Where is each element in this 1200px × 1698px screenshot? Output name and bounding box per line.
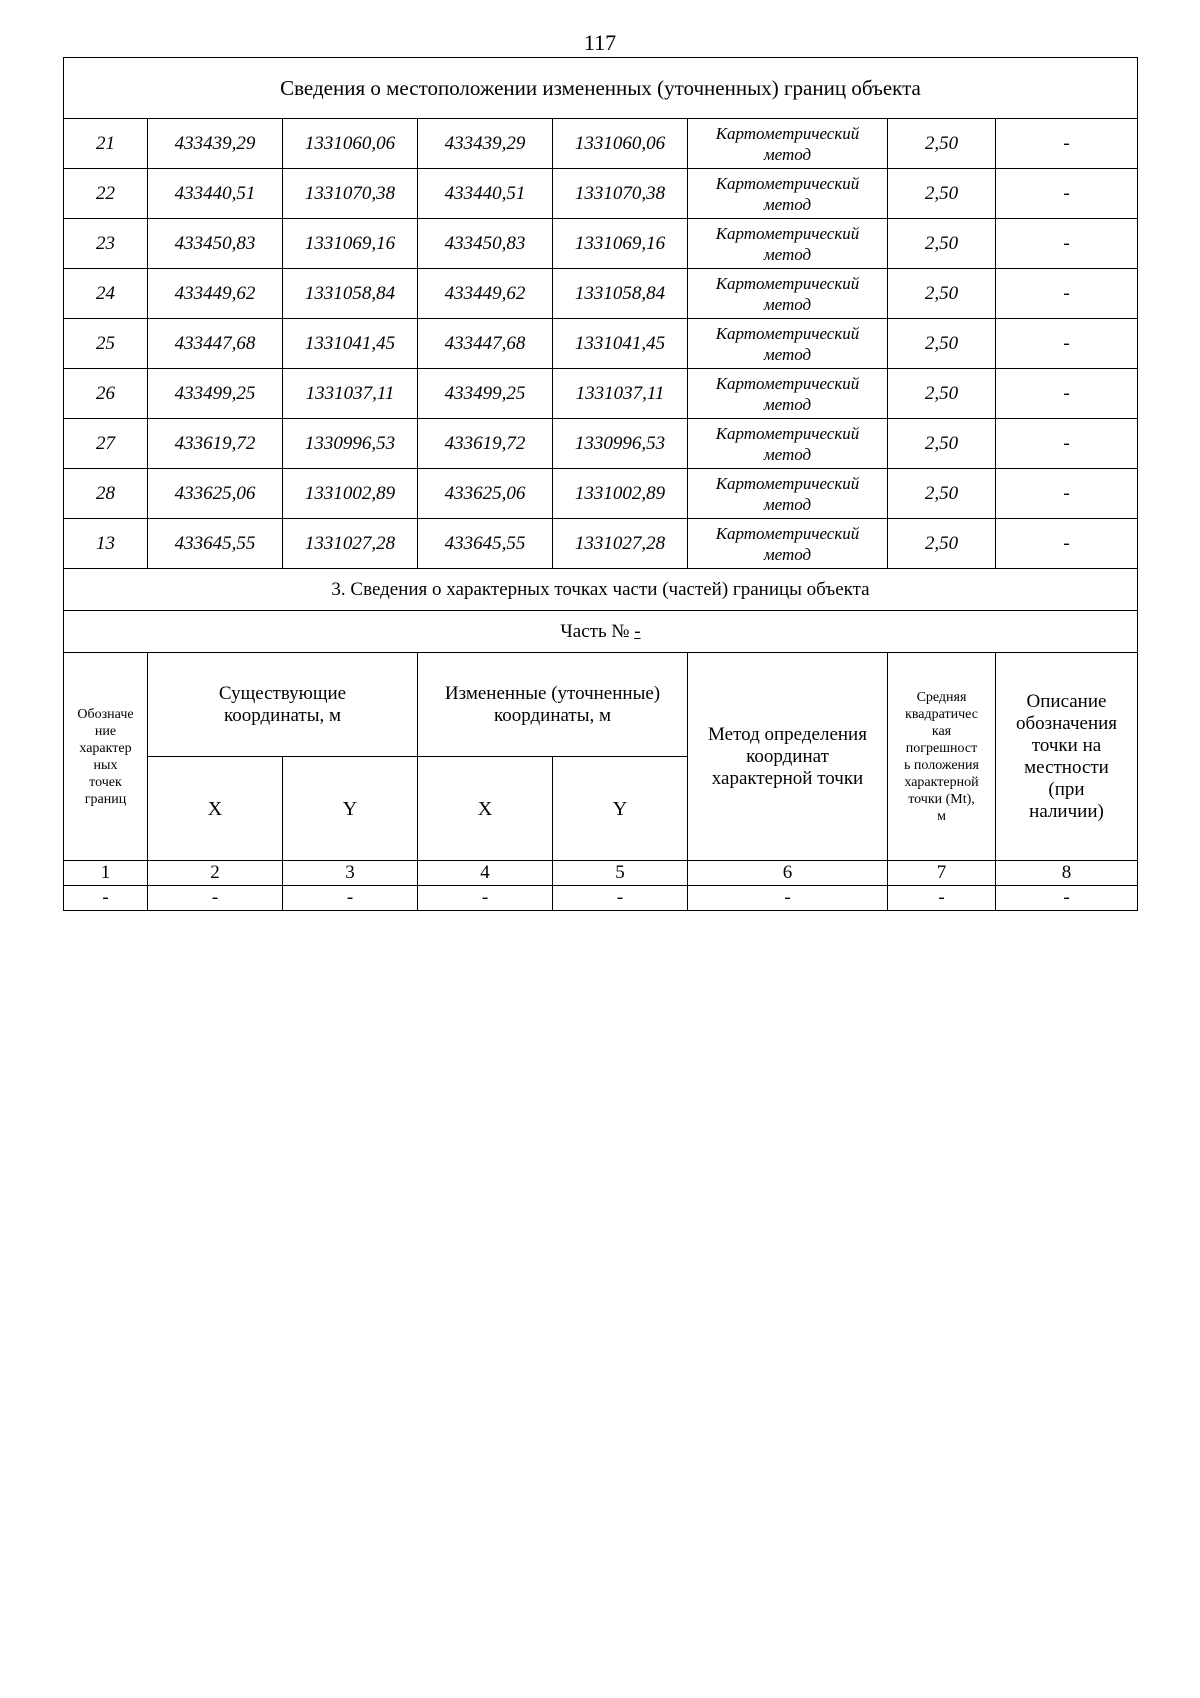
header-point-designation <box>64 653 148 861</box>
changed-x-cell: 433625,06 <box>418 469 553 519</box>
part-label: Часть № <box>560 620 635 642</box>
changed-y-cell: 1331027,28 <box>553 519 688 569</box>
changed-y-cell: 1331070,38 <box>553 169 688 219</box>
existing-y-cell: 1331002,89 <box>283 469 418 519</box>
method-cell <box>688 269 888 319</box>
cell-line: (при <box>1048 778 1085 800</box>
point-number-cell: 13 <box>64 519 148 569</box>
table-row <box>64 369 1138 419</box>
accuracy-cell: 2,50 <box>888 319 996 369</box>
changed-y-cell: 1331069,16 <box>553 219 688 269</box>
cell-line: координаты, м <box>223 704 342 726</box>
cell-line: характерной точки <box>711 767 864 789</box>
table-row <box>64 169 1138 219</box>
empty-cell: - <box>553 886 688 911</box>
accuracy-cell: 2,50 <box>888 369 996 419</box>
column-number: 1 <box>64 861 148 886</box>
method-cell <box>688 169 888 219</box>
header-changed-coordinates <box>418 653 688 757</box>
table-title: Сведения о местоположении измененных (уточненных) границ объекта <box>64 58 1138 119</box>
column-number: 3 <box>283 861 418 886</box>
column-number: 2 <box>148 861 283 886</box>
method-line-2: метод <box>763 244 812 264</box>
header-accuracy <box>888 653 996 861</box>
table-row <box>64 419 1138 469</box>
cell-line: Обозначе <box>77 706 134 722</box>
method-line-2: метод <box>763 194 812 214</box>
existing-x-cell: 433439,29 <box>148 119 283 169</box>
header-existing-y: Y <box>283 757 418 861</box>
column-number: 7 <box>888 861 996 886</box>
table-title-row <box>64 58 1138 119</box>
empty-cell: - <box>996 886 1138 911</box>
part-cell <box>64 611 1138 653</box>
existing-y-cell: 1331069,16 <box>283 219 418 269</box>
description-cell: - <box>996 369 1138 419</box>
header-changed-y: Y <box>553 757 688 861</box>
method-cell <box>688 369 888 419</box>
section-3-title-row <box>64 569 1138 611</box>
changed-x-cell: 433619,72 <box>418 419 553 469</box>
point-number-cell: 21 <box>64 119 148 169</box>
existing-x-cell: 433450,83 <box>148 219 283 269</box>
cell-line: Средняя <box>916 689 967 705</box>
existing-x-cell: 433645,55 <box>148 519 283 569</box>
column-number-row <box>64 861 1138 886</box>
cell-line: обозначения <box>1015 712 1118 734</box>
header-existing-x: X <box>148 757 283 861</box>
changed-y-cell: 1331041,45 <box>553 319 688 369</box>
method-line-2: метод <box>763 494 812 514</box>
empty-cell: - <box>64 886 148 911</box>
column-number: 5 <box>553 861 688 886</box>
method-line-1: Картометрический <box>715 323 860 343</box>
method-line-2: метод <box>763 444 812 464</box>
accuracy-cell: 2,50 <box>888 169 996 219</box>
description-cell: - <box>996 119 1138 169</box>
cell-line: кая <box>931 723 952 739</box>
header-changed-x: X <box>418 757 553 861</box>
existing-x-cell: 433447,68 <box>148 319 283 369</box>
point-number-cell: 22 <box>64 169 148 219</box>
cell-line: ние <box>94 723 117 739</box>
existing-y-cell: 1331060,06 <box>283 119 418 169</box>
accuracy-cell: 2,50 <box>888 119 996 169</box>
changed-y-cell: 1331002,89 <box>553 469 688 519</box>
point-number-cell: 26 <box>64 369 148 419</box>
column-number: 8 <box>996 861 1138 886</box>
accuracy-cell: 2,50 <box>888 519 996 569</box>
point-number-cell: 24 <box>64 269 148 319</box>
point-number-cell: 28 <box>64 469 148 519</box>
method-line-2: метод <box>763 344 812 364</box>
column-number: 4 <box>418 861 553 886</box>
accuracy-cell: 2,50 <box>888 469 996 519</box>
description-cell: - <box>996 219 1138 269</box>
existing-x-cell: 433449,62 <box>148 269 283 319</box>
cell-line: границ <box>84 791 127 807</box>
changed-x-cell: 433440,51 <box>418 169 553 219</box>
changed-y-cell: 1330996,53 <box>553 419 688 469</box>
empty-cell: - <box>418 886 553 911</box>
table-row <box>64 319 1138 369</box>
cell-line: характерной <box>904 774 979 790</box>
method-line-1: Картометрический <box>715 123 860 143</box>
changed-y-cell: 1331060,06 <box>553 119 688 169</box>
existing-y-cell: 1331027,28 <box>283 519 418 569</box>
part-row <box>64 611 1138 653</box>
method-line-1: Картометрический <box>715 273 860 293</box>
description-cell: - <box>996 519 1138 569</box>
empty-cell: - <box>888 886 996 911</box>
description-cell: - <box>996 319 1138 369</box>
part-value: - <box>634 620 641 642</box>
cell-line: координат <box>746 745 829 767</box>
cell-line: ных <box>93 757 118 773</box>
section-3-title: 3. Сведения о характерных точках части (частей) границы объекта <box>64 569 1138 611</box>
cell-line: ь положения <box>904 757 979 773</box>
cell-line: координаты, м <box>493 704 612 726</box>
cell-line: точек <box>89 774 122 790</box>
page-number: 117 <box>583 30 617 55</box>
method-line-2: метод <box>763 394 812 414</box>
method-cell <box>688 419 888 469</box>
existing-x-cell: 433619,72 <box>148 419 283 469</box>
table-row <box>64 469 1138 519</box>
existing-y-cell: 1331058,84 <box>283 269 418 319</box>
accuracy-cell: 2,50 <box>888 419 996 469</box>
cell-line: Измененные (уточненные) <box>444 682 661 704</box>
empty-cell: - <box>148 886 283 911</box>
existing-x-cell: 433440,51 <box>148 169 283 219</box>
existing-y-cell: 1331041,45 <box>283 319 418 369</box>
cell-line: погрешност <box>905 740 978 756</box>
cell-line: точки на <box>1031 734 1102 756</box>
changed-y-cell: 1331058,84 <box>553 269 688 319</box>
table-row <box>64 219 1138 269</box>
cell-line: м <box>937 808 946 824</box>
changed-x-cell: 433449,62 <box>418 269 553 319</box>
empty-cell: - <box>688 886 888 911</box>
method-line-1: Картометрический <box>715 473 860 493</box>
existing-x-cell: 433499,25 <box>148 369 283 419</box>
accuracy-cell: 2,50 <box>888 219 996 269</box>
description-cell: - <box>996 169 1138 219</box>
accuracy-cell: 2,50 <box>888 269 996 319</box>
method-line-1: Картометрический <box>715 423 860 443</box>
method-cell <box>688 219 888 269</box>
cell-line: квадратичес <box>905 706 978 722</box>
table-row <box>64 519 1138 569</box>
point-number-cell: 25 <box>64 319 148 369</box>
header-existing-coordinates <box>148 653 418 757</box>
existing-x-cell: 433625,06 <box>148 469 283 519</box>
cell-line: Описание <box>1026 690 1107 712</box>
header-description <box>996 653 1138 861</box>
cell-line: точки (Mt), <box>908 791 975 807</box>
description-cell: - <box>996 269 1138 319</box>
existing-y-cell: 1331070,38 <box>283 169 418 219</box>
existing-y-cell: 1331037,11 <box>283 369 418 419</box>
changed-x-cell: 433645,55 <box>418 519 553 569</box>
cell-line: Метод определения <box>708 723 867 745</box>
empty-cell: - <box>283 886 418 911</box>
column-number: 6 <box>688 861 888 886</box>
method-line-1: Картометрический <box>715 523 860 543</box>
column-header-row <box>64 653 1138 757</box>
method-line-2: метод <box>763 144 812 164</box>
changed-y-cell: 1331037,11 <box>553 369 688 419</box>
description-cell: - <box>996 469 1138 519</box>
method-cell <box>688 119 888 169</box>
method-line-2: метод <box>763 294 812 314</box>
cell-line: характер <box>79 740 132 756</box>
point-number-cell: 27 <box>64 419 148 469</box>
cell-line: местности <box>1024 756 1109 778</box>
method-cell <box>688 469 888 519</box>
changed-x-cell: 433499,25 <box>418 369 553 419</box>
method-line-1: Картометрический <box>715 373 860 393</box>
header-method <box>688 653 888 861</box>
table-row <box>64 119 1138 169</box>
changed-x-cell: 433439,29 <box>418 119 553 169</box>
method-cell <box>688 519 888 569</box>
method-line-1: Картометрический <box>715 173 860 193</box>
point-number-cell: 23 <box>64 219 148 269</box>
changed-x-cell: 433447,68 <box>418 319 553 369</box>
existing-y-cell: 1330996,53 <box>283 419 418 469</box>
changed-x-cell: 433450,83 <box>418 219 553 269</box>
cell-line: Существующие <box>218 682 347 704</box>
cell-line: наличии) <box>1029 800 1104 822</box>
method-cell <box>688 319 888 369</box>
boundary-table <box>63 57 1138 911</box>
method-line-1: Картометрический <box>715 223 860 243</box>
table-row <box>64 269 1138 319</box>
method-line-2: метод <box>763 544 812 564</box>
table-row <box>64 886 1138 911</box>
description-cell: - <box>996 419 1138 469</box>
